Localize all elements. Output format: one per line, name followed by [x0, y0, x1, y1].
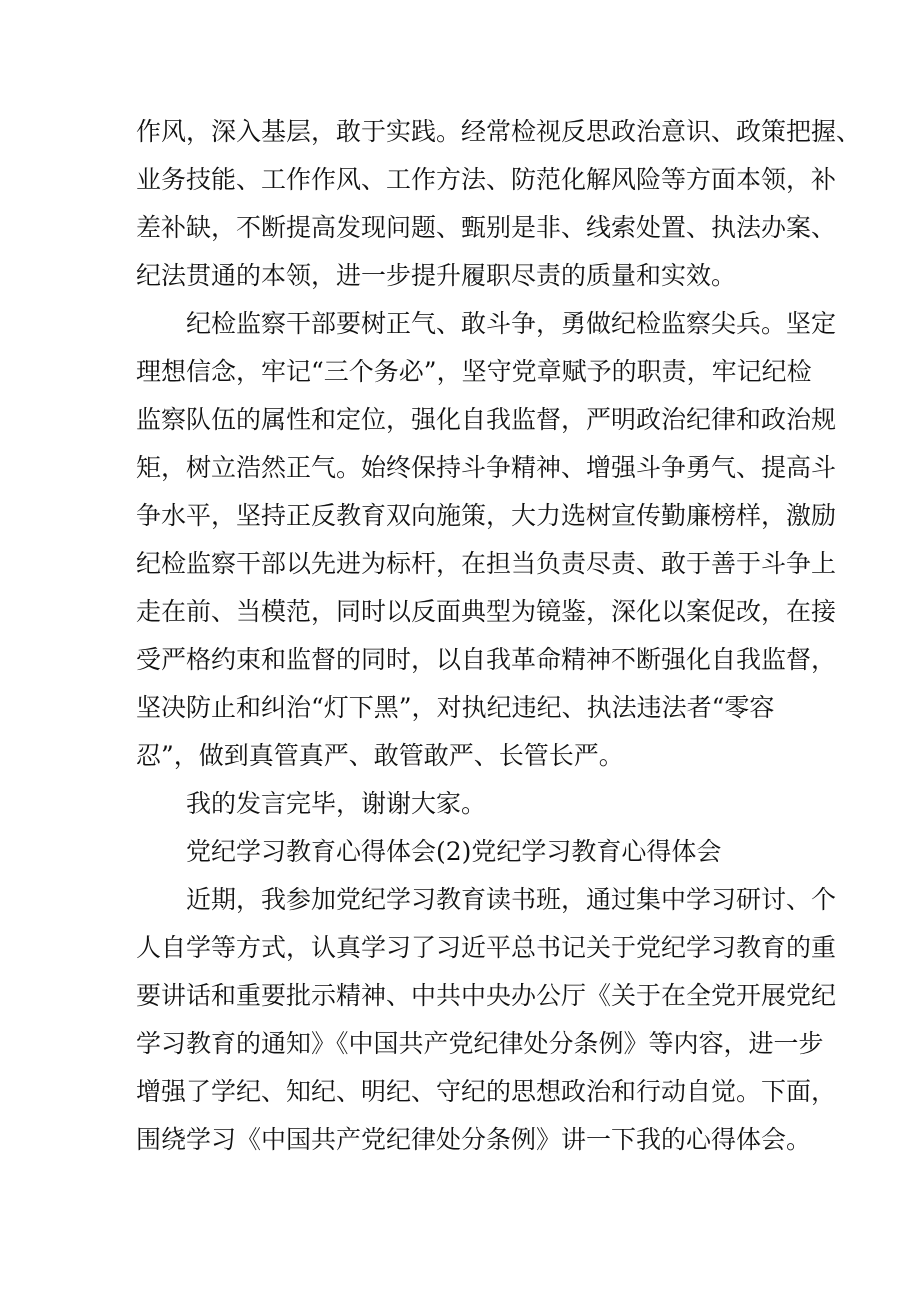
text-line: 学习教育的通知》《中国共产党纪律处分条例》等内容，进一步	[136, 1029, 824, 1058]
text-line: 纪法贯通的本领，进一步提升履职尽责的质量和实效。	[136, 261, 737, 290]
text-line: 走在前、当模范，同时以反面典型为镜鉴，深化以案促改，在接	[136, 597, 837, 626]
text-line: 差补缺，不断提高发现问题、甄别是非、线索处置、执法办案、	[136, 213, 837, 242]
text-line: 围绕学习《中国共产党纪律处分条例》讲一下我的心得体会。	[136, 1125, 812, 1154]
document-body	[136, 108, 862, 1164]
text-line: 争水平，坚持正反教育双向施策，大力选树宣传勤廉榜样，激励	[136, 501, 837, 530]
text-line: 增强了学纪、知纪、明纪、守纪的思想政治和行动自觉。下面，	[136, 1077, 837, 1106]
text-line: 监察队伍的属性和定位，强化自我监督，严明政治纪律和政治规	[136, 405, 837, 434]
text-line: 忍”，做到真管真严、敢管敢严、长管长严。	[136, 741, 624, 770]
text-line: 作风，深入基层，敢于实践。经常检视反思政治意识、政策把握、	[136, 117, 862, 146]
text-line: 坚决防止和纠治“灯下黑”，对执纪违纪、执法违法者“零容	[136, 693, 775, 722]
text-line: 人自学等方式，认真学习了习近平总书记关于党纪学习教育的重	[136, 933, 837, 962]
text-line: 理想信念，牢记“三个务必”，坚守党章赋予的职责，牢记纪检	[136, 357, 812, 386]
paragraph-first-line: 近期，我参加党纪学习教育读书班，通过集中学习研讨、个	[186, 885, 837, 914]
text-line: 受严格约束和监督的同时，以自我革命精神不断强化自我监督，	[136, 645, 837, 674]
text-line: 矩，树立浩然正气。始终保持斗争精神、增强斗争勇气、提高斗	[136, 453, 837, 482]
closing-remark: 我的发言完毕，谢谢大家。	[186, 789, 487, 818]
text-line: 要讲话和重要批示精神、中共中央办公厅《关于在全党开展党纪	[136, 981, 837, 1010]
text-line: 纪检监察干部以先进为标杆，在担当负责尽责、敢于善于斗争上	[136, 549, 837, 578]
text-line: 业务技能、工作作风、工作方法、防范化解风险等方面本领，补	[136, 165, 837, 194]
section-heading: 党纪学习教育心得体会(2)党纪学习教育心得体会	[186, 837, 722, 866]
paragraph-first-line: 纪检监察干部要树正气、敢斗争，勇做纪检监察尖兵。坚定	[186, 309, 837, 338]
